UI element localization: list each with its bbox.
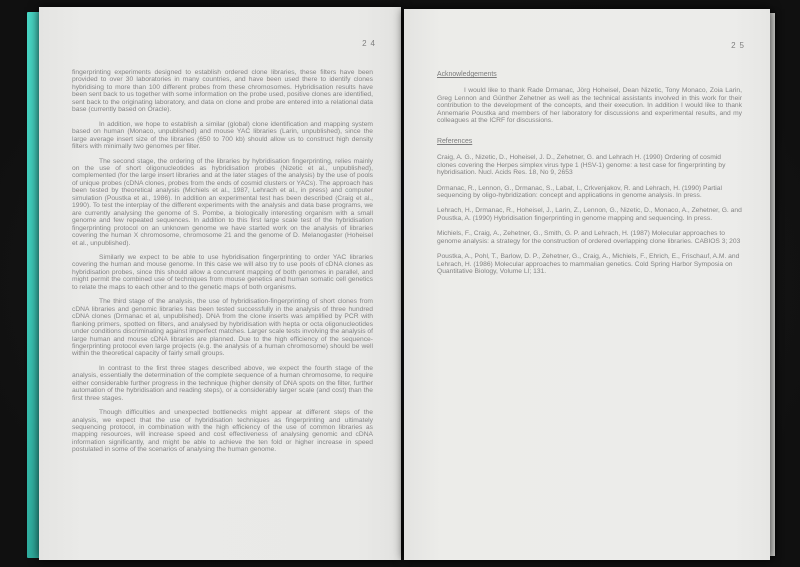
acknowledgements-paragraph: I would like to thank Rade Drmanac, Jörg Hoheisel, Dean Nizetic, Tony Monaco, Zoia Larin, Greg Lennon and Günther Zehetner as well as the technical assistants involved in this work for their contribution to the development of the concepts, and their execution. In addition I would like to thank Annemarie Poustka and members of her laboratory for discussions and experimental results, and my colleagues at the ICRF for discussions.: [437, 87, 742, 125]
body-paragraph: The second stage, the ordering of the libraries by hybridisation fingerprinting, relies mainly on the use of short oligonucleotides as hybridisation probes (Nizetic et al., unpublished), complemented (for the large insert libraries and at the later stages of the analysis) by the use of pools of unique probes (cDNA clones, probes from the ends of cosmid clusters or YACs). The approach has been tested by theoretical analysis (Michiels et al., 1987, Lehrach et al., in press) and computer simulation (Poustka et al., 1986). In addition an experimental test has been described (Craig et al., 1990). To test the interplay of the different experiments with the analysis and data base programs, we are currently analysing the genome of S. Pombe, a biologically interesting organism with a small genome and few repeated sequences. In addition to this first large scale test of the hybridisation fingerprinting protocol on an unknown genome we have started work on the analysis of libraries covering the human X chromosome, chromosome 21 and the genome of D. Melanogaster (Hoheisel et al., unpublished).: [72, 157, 373, 247]
reference-entry: Lehrach, H., Drmanac, R., Hoheisel, J., Larin, Z., Lennon, G., Nizetic, D., Monaco, A., Zehetner, G. and Poustka, A. (1990) Hybridisation fingerprinting in genome mapping and sequencing. In press.: [437, 207, 742, 222]
body-paragraph: In addition, we hope to establish a similar (global) clone identification and mapping system based on human (Monaco, unpublished) and mouse YAC libraries (Larin, unpublished), since the large average insert size of the libraries (650 to 700 kb) should allow us to construct high density filters with minimally two genomes per filter.: [72, 120, 373, 151]
body-paragraph: Similarly we expect to be able to use hybridisation fingerprinting to order YAC libraries covering the human and mouse genome. In this case we will also try to use pools of cDNA clones as hybridisation probes, since this should allow a concurrent mapping of both genomes in parallel, and might permit the combined use of techniques from mouse genetics and human somatic cell genetics to relate the maps to each other and to the genetic maps of both organisms.: [72, 253, 373, 291]
body-paragraph: Though difficulties and unexpected bottlenecks might appear at different steps of the analysis, we expect that the use of hybridisation techniques as fingerprinting and ultimately sequencing protocol, in combination with the high efficiency of the use of common libraries as mapping resources, will increase speed and cost effectiveness of analysing genomic and cDNA information significantly, and might be able to achieve the ten fold or higher increase in speed postulated in some of the scenarios of analysing the human genome.: [72, 409, 373, 454]
right-page-text-block: [437, 71, 742, 284]
page-number-right: 25: [731, 41, 748, 50]
reference-entry: Michiels, F., Craig, A., Zehetner, G., Smith, G. P. and Lehrach, H. (1987) Molecular approaches to genome analysis: a strategy for the construction of ordered overlapping clone libraries. CABIOS 3; 203: [437, 230, 741, 245]
reference-entry: Craig, A. G., Nizetic, D., Hoheisel, J. D., Zehetner, G. and Lehrach H. (1990) Ordering of cosmid clones covering the Herpes simplex virus type 1 (HSV-1) genome: a test case for fingerprinting by hybridisation. Nucl. Acids Res. 18, No 9, 2653: [437, 154, 726, 177]
reference-entry: Poustka, A., Pohl, T., Barlow, D. P., Zehetner, G., Craig, A., Michiels, F., Ehrich, E., Frischauf, A.M. and Lehrach, H. (1986) Molecular approaches to mammalian genetics. Cold Spring Harbor Symposia on Quantitative Biology, Volume LI; 131.: [437, 253, 740, 276]
reference-entry: Drmanac, R., Lennon, G., Drmanac, S., Labat, I., Crkvenjakov, R. and Lehrach, H. (1990) Partial sequencing by oligo-hybridization: concept and applications in genome analysis. In press.: [437, 184, 722, 199]
references-heading: References: [437, 137, 473, 145]
left-page-text-block: [72, 69, 373, 461]
page-left: [39, 7, 401, 560]
body-paragraph: fingerprinting experiments designed to establish ordered clone libraries, these filters have been provided to over 30 laboratories in many countries, and have been used there to identify clones hybridising to more than 100 different probes from these chromosomes. Hybridisation results have been sent back to us together with some information on the probe used, positive clones are identified, sent back to the originating laboratory, and data on clone and probe are entered into a relational data base (currently based on Oracle).: [72, 69, 373, 114]
page-number-left: 24: [362, 39, 379, 48]
acknowledgements-heading: Acknowledgements: [437, 71, 497, 78]
page-right: [404, 9, 770, 560]
body-paragraph: The third stage of the analysis, the use of hybridisation-fingerprinting of short clones from cDNA libraries and genomic libraries has been tested successfully in the analysis of three hundred cDNA clones (Drmanac et al, unpublished). DNA from the clone inserts was amplified by PCR with flanking primers, spotted on filters, and analysed by hybridisation with hepta or octa oligonucleotides under conditions discriminating against imperfect matches. Larger scale tests involving the analysis of large human and mouse cDNA libraries are planned. Due to the high efficiency of the sequence-fingerprinting protocol even large projects (e.g. the analysis of a human chromosome) should be well within the theoretical capacity of fairly small groups.: [72, 298, 373, 358]
body-paragraph: In contrast to the first three stages described above, we expect the fourth stage of the analysis, essentially the determination of the complete sequence of a human chromosome, to require either considerable further progress in the technique (higher density of DNA spots on the filter, further automation of the hybridisation and reading steps), or a considerably larger scale (and cost) than the first three stages.: [72, 364, 373, 402]
